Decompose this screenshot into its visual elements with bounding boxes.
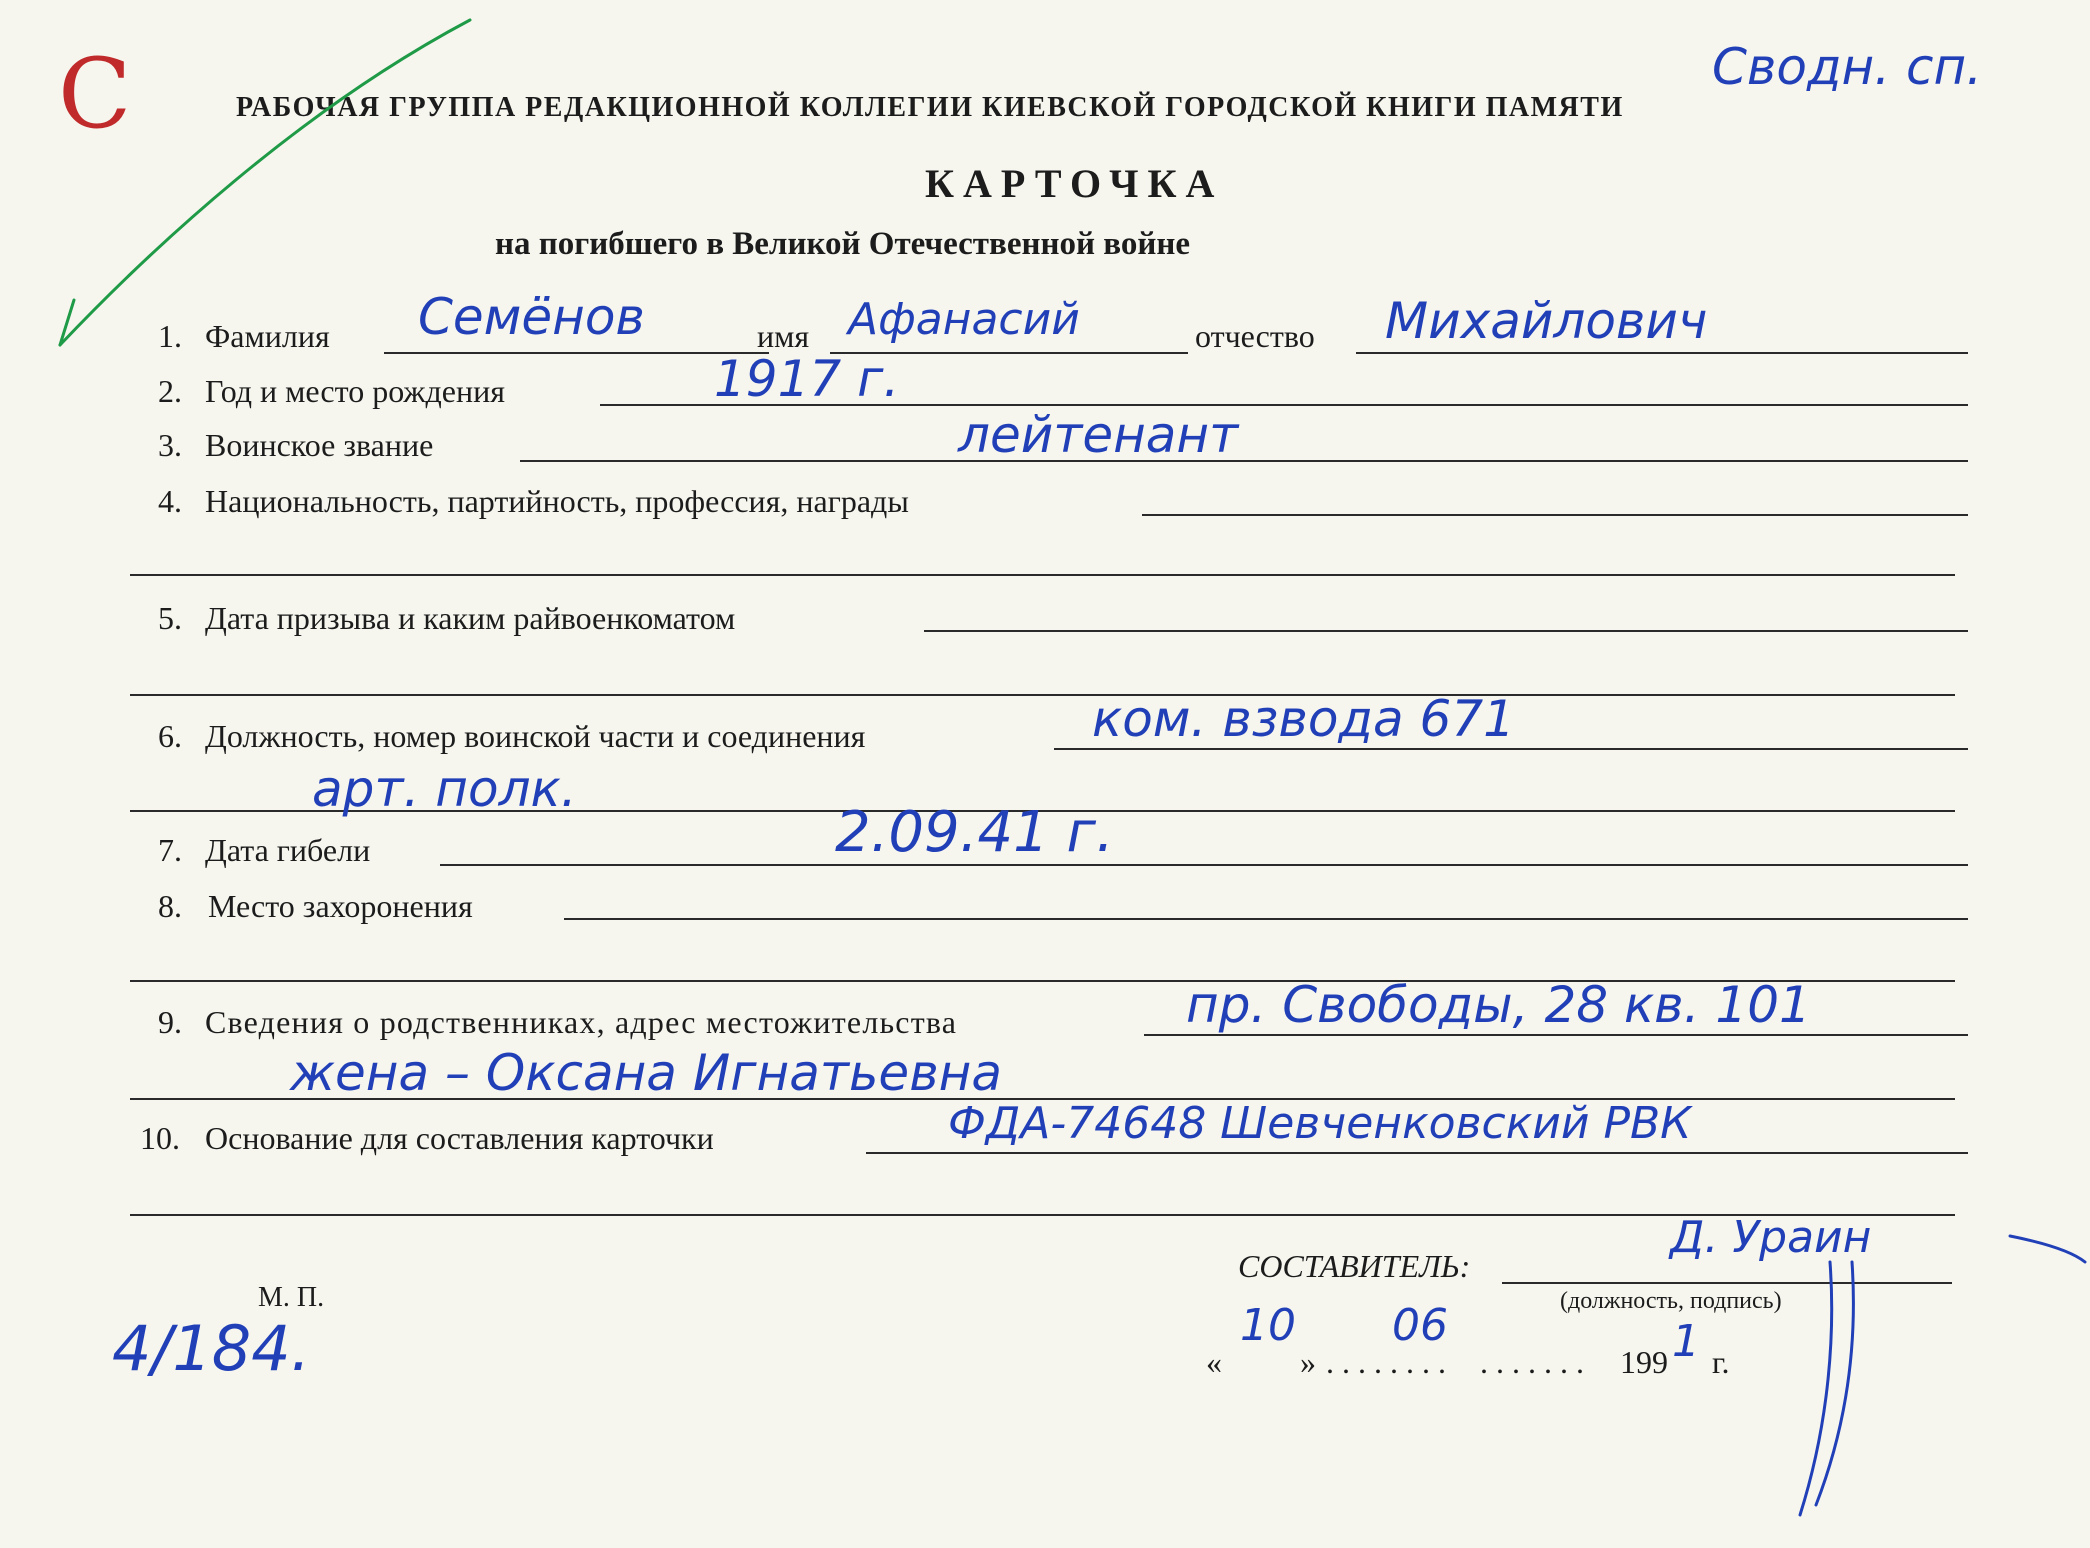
field-6-number: 6.	[158, 718, 182, 754]
field-9-label: Сведения о родственниках, адрес местожительства	[205, 1004, 958, 1040]
field-9-value: пр. Свободы, 28 кв. 101	[1186, 976, 1811, 1034]
field-1-label: Фамилия	[205, 318, 330, 354]
field-9-number: 9.	[158, 1004, 182, 1040]
field-1-number: 1.	[158, 318, 182, 354]
field-10-number: 10.	[140, 1120, 180, 1156]
organization-header: РАБОЧАЯ ГРУППА РЕДАКЦИОННОЙ КОЛЛЕГИИ КИЕВСКОЙ ГОРОДСКОЙ КНИГИ ПАМЯТИ	[236, 92, 1624, 123]
date-month: 06	[1392, 1300, 1448, 1351]
stamp-place-label: М. П.	[258, 1282, 325, 1313]
field-1-patronymic-value: Михайлович	[1385, 292, 1708, 350]
date-year-suffix: 1	[1672, 1316, 1700, 1367]
field-7-value: 2.09.41 г.	[835, 800, 1114, 865]
date-day: 10	[1240, 1300, 1296, 1351]
date-dots-2: . . . . . . .	[1480, 1344, 1584, 1380]
field-4-number: 4.	[158, 483, 182, 519]
date-close-quote: »	[1300, 1344, 1316, 1380]
date-year-prefix: 199	[1620, 1344, 1668, 1380]
field-7-number: 7.	[158, 832, 182, 868]
field-2-label: Год и место рождения	[205, 373, 505, 409]
corner-mark: С	[58, 38, 132, 150]
date-open-quote: «	[1206, 1344, 1222, 1380]
field-7-label: Дата гибели	[205, 832, 371, 868]
field-3-value: лейтенант	[958, 406, 1239, 464]
archive-number: 4/184.	[112, 1312, 311, 1385]
compiler-signature: Д. Ураин	[1670, 1212, 1872, 1263]
field-8-label: Место захоронения	[208, 888, 473, 924]
field-3-label: Воинское звание	[205, 427, 434, 463]
field-6-value: ком. взвода 671	[1092, 690, 1515, 748]
field-5-label: Дата призыва и каким райвоенкоматом	[205, 600, 736, 636]
signature-tail	[2010, 1236, 2085, 1262]
date-dots-1: . . . . . . . .	[1326, 1344, 1446, 1380]
field-9-value-line2: жена – Оксана Игнатьевна	[290, 1044, 1002, 1102]
field-1-name-value: Афанасий	[848, 294, 1080, 345]
field-1-name-label: имя	[757, 318, 810, 354]
field-10-value: ФДА-74648 Шевченковский РВК	[948, 1098, 1692, 1149]
field-1-patronymic-label: отчество	[1195, 318, 1315, 354]
field-2-value: 1917 г.	[714, 350, 900, 408]
field-6-label: Должность, номер воинской части и соединения	[205, 718, 866, 754]
field-5-number: 5.	[158, 600, 182, 636]
card-title: КАРТОЧКА	[925, 161, 1224, 206]
field-1-surname-value: Семёнов	[418, 288, 645, 346]
compiler-label: СОСТАВИТЕЛЬ:	[1238, 1248, 1471, 1284]
field-4-label: Национальность, партийность, профессия, награды	[205, 483, 909, 519]
field-10-label: Основание для составления карточки	[205, 1120, 714, 1156]
top-right-note: Сводн. сп.	[1712, 38, 1983, 96]
signature-flourish	[1800, 1262, 1853, 1515]
field-2-number: 2.	[158, 373, 182, 409]
field-8-number: 8.	[158, 888, 182, 924]
date-year-unit: г.	[1712, 1344, 1730, 1380]
field-6-value-line2: арт. полк.	[312, 760, 577, 818]
signature-caption: (должность, подпись)	[1560, 1288, 1782, 1314]
card-subtitle: на погибшего в Великой Отечественной войне	[495, 226, 1191, 262]
green-check-stroke	[60, 20, 470, 345]
field-3-number: 3.	[158, 427, 182, 463]
